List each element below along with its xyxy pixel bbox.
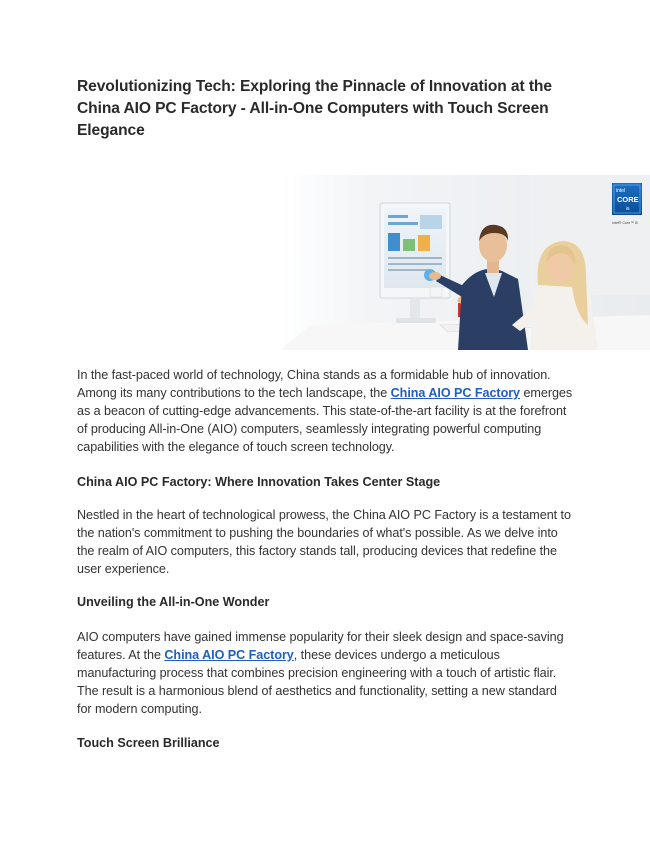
china-aio-pc-factory-link-2[interactable]: China AIO PC Factory [164, 648, 294, 662]
aio-text-after: , these devices undergo a meticulous manufacturing process that combines precision engineering with a touch of artistic flair. The result is a harmonious blend of aesthetics and functionality, setting a new standard for modern computing. [77, 648, 557, 716]
intro-text-before: In the fast-paced world of technology, China stands as a formidable hub of innovation. Among its many contributions to the tech landscape, the [77, 368, 551, 400]
section-heading-aio-wonder: Unveiling the All-in-One Wonder [77, 595, 270, 609]
section-paragraph-innovation: Nestled in the heart of technological prowess, the China AIO PC Factory is a testament to the nation's commitment to pushing the boundaries of what's possible. As we delve into the realm of AIO computers, this factory stands tall, producing devices that redefine the user experience. [77, 508, 571, 576]
china-aio-pc-factory-link[interactable]: China AIO PC Factory [390, 386, 521, 400]
hero-image [280, 175, 650, 350]
badge-line1: CORE [617, 195, 639, 204]
badge-line2: i5 [626, 206, 630, 211]
section-heading-innovation: China AIO PC Factory: Where Innovation Takes Center Stage [77, 475, 441, 489]
intro-text-after: emerges as a beacon of cutting-edge advancements. This state-of-the-art facility is at the forefront of producing All-in-One (AIO) computers, seamlessly integrating powerful computing capabilities with the elegance of touch screen technology. [77, 386, 573, 454]
office-workers-photo-icon [280, 175, 650, 350]
badge-caption: Intel® Core™ i5 [612, 221, 638, 225]
intro-paragraph [77, 366, 574, 456]
aio-text-before: AIO computers have gained immense popularity for their sleek design and space-saving features. At the [77, 630, 564, 662]
section-paragraph-aio-wonder [77, 628, 574, 718]
document-title: Revolutionizing Tech: Exploring the Pinnacle of Innovation at the China AIO PC Factory - All-in-One Computers with Touch Screen Elegance [77, 78, 552, 139]
section-heading-touch-screen: Touch Screen Brilliance [77, 736, 220, 750]
badge-brand: intel [616, 188, 626, 194]
